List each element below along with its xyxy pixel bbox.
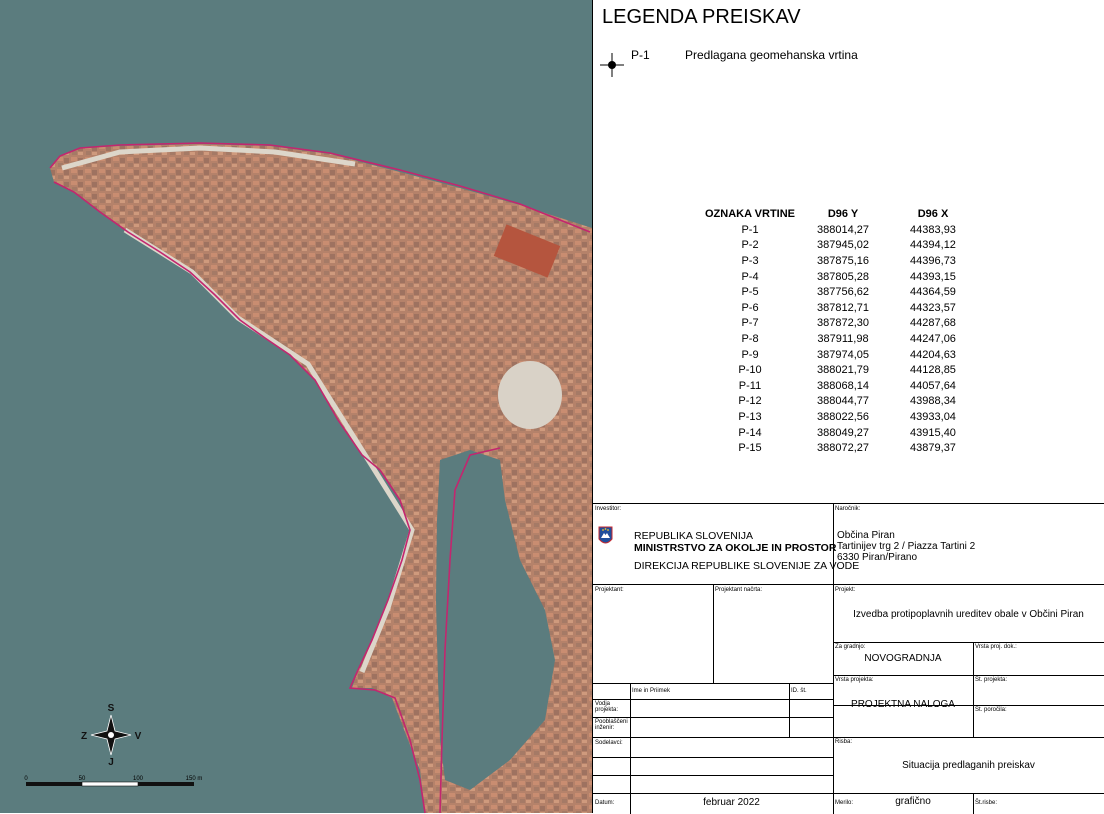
investor-line-2: MINISTRSTVO ZA OKOLJE IN PROSTOR (634, 542, 837, 554)
d96-y-cell: 388021,79 (817, 364, 869, 377)
borehole-code-cell: P-1 (741, 223, 759, 236)
slovenia-coat-of-arms-icon (598, 526, 613, 553)
investitor-label: Investitor: (595, 506, 622, 512)
title-block (593, 503, 1104, 814)
client-line-1: Občina Piran (837, 530, 895, 541)
table-row (701, 394, 979, 410)
compass-south-label: J (108, 757, 114, 768)
borehole-code-cell: P-13 (738, 410, 762, 423)
column-header-code: OZNAKA VRTINE (704, 208, 796, 220)
column-header-x: D96 X (917, 208, 949, 220)
table-row (701, 347, 979, 363)
scale-segment-2 (82, 782, 138, 786)
d96-x-cell: 43933,04 (910, 410, 956, 423)
d96-x-cell: 44057,64 (910, 379, 956, 392)
st-risbe-label: Št.risbe: (975, 800, 998, 806)
borehole-code-cell: P-10 (738, 364, 762, 377)
table-row (701, 269, 979, 285)
construction-type: NOVOGRADNJA (864, 653, 942, 664)
projektant-label: Projektant: (595, 587, 624, 593)
table-row (701, 300, 979, 316)
table-row (701, 316, 979, 332)
ime-priimek-label: Ime in Priimek (632, 688, 671, 694)
column-header-y: D96 Y (827, 208, 859, 220)
projektant-nacrta-label: Projektant načrta: (715, 587, 763, 593)
scale-tick-100: 100 (132, 776, 144, 782)
legend-symbol-code: P-1 (631, 48, 650, 62)
vrsta-projekta-label: Vrsta projekta: (835, 677, 874, 683)
borehole-code-cell: P-6 (741, 301, 759, 314)
d96-y-cell: 387756,62 (817, 286, 869, 299)
table-row (701, 331, 979, 347)
investor-line-1: REPUBLIKA SLOVENIJA (634, 530, 754, 542)
table-row (701, 284, 979, 300)
d96-y-cell: 387812,71 (817, 301, 869, 314)
scale-segment-1 (26, 782, 82, 786)
date-value: februar 2022 (703, 797, 760, 808)
d96-x-cell: 44323,57 (910, 301, 956, 314)
vodja-projekta-label: Vodja projekta: (595, 701, 619, 713)
borehole-code-cell: P-5 (741, 286, 759, 299)
compass-west-label: Z (80, 731, 88, 742)
table-row (701, 378, 979, 394)
d96-x-cell: 44287,68 (910, 317, 956, 330)
borehole-code-cell: P-11 (738, 379, 762, 392)
compass-east-label: V (134, 731, 142, 742)
tartini-square (498, 361, 562, 429)
borehole-code-cell: P-12 (738, 395, 762, 408)
d96-x-cell: 44247,06 (910, 332, 956, 345)
table-row (701, 238, 979, 254)
d96-y-cell: 387911,98 (817, 332, 869, 345)
d96-x-cell: 44364,59 (910, 286, 956, 299)
d96-y-cell: 387974,05 (817, 348, 869, 361)
d96-x-cell: 44393,15 (910, 270, 956, 283)
id-st-label: ID. št. (791, 688, 807, 694)
d96-x-cell: 44128,85 (910, 364, 956, 377)
borehole-code-cell: P-15 (738, 442, 762, 455)
d96-x-cell: 44204,63 (910, 348, 956, 361)
coordinates-table (701, 206, 979, 456)
datum-label: Datum: (595, 800, 615, 806)
d96-x-cell: 43988,34 (910, 395, 956, 408)
compass-north-label: S (107, 703, 115, 714)
scale-tick-0: 0 (24, 776, 28, 782)
d96-y-cell: 388044,77 (817, 395, 869, 408)
st-projekta-label: Št. projekta: (975, 677, 1008, 683)
compass-center (108, 732, 114, 738)
d96-y-cell: 387872,30 (817, 317, 869, 330)
project-name: Izvedba protipoplavnih ureditev obale v Občini Piran (853, 609, 1084, 620)
za-gradnjo-label: Za gradnjo: (835, 644, 866, 650)
d96-y-cell: 388072,27 (817, 442, 869, 455)
risba-label: Risba: (835, 739, 853, 745)
scale-tick-50: 50 (78, 776, 86, 782)
coordinates-body (701, 222, 979, 456)
d96-y-cell: 388022,56 (817, 410, 869, 423)
borehole-code-cell: P-4 (741, 270, 759, 283)
borehole-code-cell: P-14 (738, 426, 762, 439)
st-porocila-label: Št. poročila: (975, 707, 1007, 713)
table-row (701, 440, 979, 456)
client-line-3: 6330 Piran/Pirano (837, 552, 918, 563)
borehole-symbol-icon (599, 52, 625, 83)
table-row (701, 253, 979, 269)
merilo-label: Merilo: (835, 800, 854, 806)
d96-y-cell: 387805,28 (817, 270, 869, 283)
d96-x-cell: 44383,93 (910, 223, 956, 236)
d96-y-cell: 387875,16 (817, 254, 869, 267)
scale-value: grafično (895, 796, 931, 807)
legend-panel (592, 0, 1103, 813)
borehole-code-cell: P-9 (741, 348, 759, 361)
d96-y-cell: 388014,27 (817, 223, 869, 236)
scale-segment-3 (138, 782, 194, 786)
d96-x-cell: 43915,40 (910, 426, 956, 439)
legend-title: LEGENDA PREISKAV (602, 6, 801, 28)
project-type: PROJEKTNA NALOGA (851, 699, 955, 710)
projekt-label: Projekt: (835, 587, 856, 593)
vrsta-proj-dok-label: Vrsta proj. dok.: (975, 644, 1017, 650)
table-row (701, 362, 979, 378)
legend-symbol-description: Predlagana geomehanska vrtina (685, 48, 858, 62)
narocnik-label: Naročnik: (835, 506, 861, 512)
borehole-code-cell: P-8 (741, 332, 759, 345)
client-line-2: Tartinijev trg 2 / Piazza Tartini 2 (837, 541, 976, 552)
coordinates-header-row (701, 206, 979, 222)
table-row (701, 222, 979, 238)
d96-y-cell: 388068,14 (817, 379, 869, 392)
pooblasceni-inzenir-label: Pooblaščeni inženir: (595, 719, 628, 731)
borehole-code-cell: P-7 (741, 317, 759, 330)
d96-x-cell: 44394,12 (910, 239, 956, 252)
d96-y-cell: 387945,02 (817, 239, 869, 252)
investor-line-3: DIREKCIJA REPUBLIKE SLOVENIJE ZA VODE (634, 560, 860, 572)
drawing-title: Situacija predlaganih preiskav (902, 760, 1035, 771)
table-row (701, 425, 979, 441)
d96-x-cell: 44396,73 (910, 254, 956, 267)
sodelavci-label: Sodelavci: (595, 740, 623, 746)
d96-y-cell: 388049,27 (817, 426, 869, 439)
borehole-code-cell: P-2 (741, 239, 759, 252)
table-row (701, 409, 979, 425)
scale-tick-150: 150 m (185, 776, 203, 782)
d96-x-cell: 43879,37 (910, 442, 956, 455)
borehole-code-cell: P-3 (741, 254, 759, 267)
